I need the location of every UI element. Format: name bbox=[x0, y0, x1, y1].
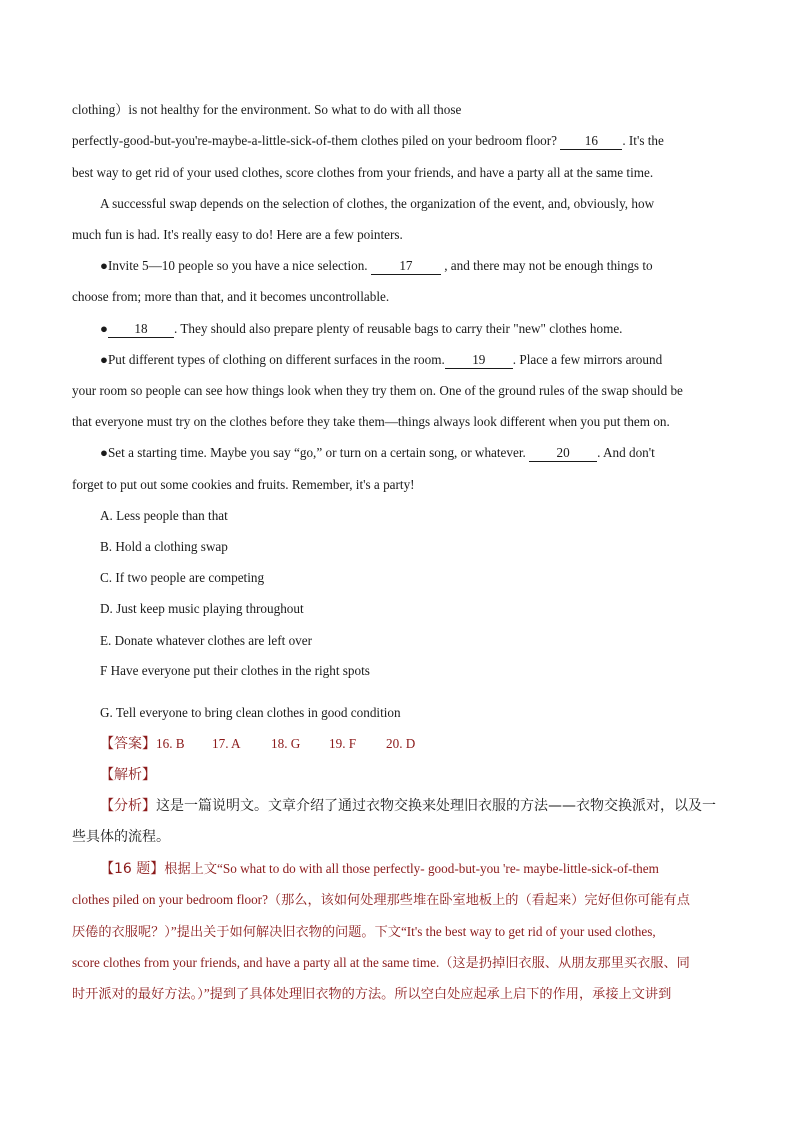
passage-text: ●Invite 5—10 people so you have a nice selection. bbox=[100, 258, 371, 273]
passage-line: best way to get rid of your used clothes, score clothes from your friends, and have a party all at the same time. bbox=[72, 165, 654, 180]
q16-explanation-line bbox=[100, 860, 659, 878]
passage-text: . It's the bbox=[622, 133, 664, 148]
answer-item: 17. A bbox=[212, 736, 241, 751]
passage-line bbox=[100, 320, 622, 338]
passage-line bbox=[72, 132, 664, 150]
option-f: F Have everyone put their clothes in the right spots bbox=[100, 663, 370, 678]
bullet: ● bbox=[100, 321, 108, 336]
passage-line bbox=[100, 351, 662, 369]
option-a: A. Less people than that bbox=[100, 508, 228, 523]
q16-explanation-line: 时开派对的最好方法。）”提到了具体处理旧衣物的方法。所以空白处应起承上启下的作用，承接上文讲到 bbox=[72, 986, 672, 1001]
q16-explanation-line: 厌倦的衣服呢？）”提出关于如何解决旧衣物的问题。下文“It's the best way to get rid of your used clothes, bbox=[72, 924, 656, 939]
answer-line bbox=[100, 735, 415, 753]
passage-line: choose from; more than that, and it becomes uncontrollable. bbox=[72, 289, 390, 304]
q16-label: 【16 题】 bbox=[100, 861, 165, 877]
option-g: G. Tell everyone to bring clean clothes in good condition bbox=[100, 705, 401, 720]
passage-line: clothing）is not healthy for the environment. So what to do with all those bbox=[72, 102, 462, 117]
analysis-summary-line: 些具体的流程。 bbox=[72, 829, 170, 845]
passage-line: A successful swap depends on the selection of clothes, the organization of the event, and, obviously, how bbox=[100, 196, 655, 211]
analysis-label: 【解析】 bbox=[100, 767, 156, 783]
analysis-summary-line bbox=[100, 797, 716, 815]
blank-17: 17 bbox=[371, 258, 441, 275]
option-b: B. Hold a clothing swap bbox=[100, 539, 228, 554]
passage-text: . Place a few mirrors around bbox=[512, 352, 663, 367]
passage-text: . They should also prepare plenty of reusable bags to carry their "new" clothes home. bbox=[173, 321, 623, 336]
q16-text: 根据上文“So what to do with all those perfectly- good-but-you 're- maybe-little-sick-of-them bbox=[164, 861, 659, 876]
passage-text: . And don't bbox=[597, 445, 655, 460]
answer-item: 19. F bbox=[329, 736, 357, 751]
passage-text: , and there may not be enough things to bbox=[440, 258, 653, 273]
blank-20: 20 bbox=[529, 445, 597, 462]
option-e: E. Donate whatever clothes are left over bbox=[100, 633, 312, 648]
blank-18: 18 bbox=[108, 321, 174, 338]
answer-item: 20. D bbox=[386, 736, 416, 751]
passage-line: much fun is had. It's really easy to do! Here are a few pointers. bbox=[72, 227, 403, 242]
passage-line: forget to put out some cookies and fruits. Remember, it's a party! bbox=[72, 477, 415, 492]
option-d: D. Just keep music playing throughout bbox=[100, 601, 304, 616]
passage-line bbox=[100, 444, 655, 462]
answer-label: 【答案】 bbox=[100, 736, 156, 752]
q16-explanation-line: clothes piled on your bedroom floor?（那么，该如何处理那些堆在卧室地板上的（看起来）完好但你可能有点 bbox=[72, 892, 690, 907]
fenxi-label: 【分析】 bbox=[100, 798, 156, 814]
passage-text: ●Set a starting time. Maybe you say “go,” or turn on a certain song, or whatever. bbox=[100, 445, 530, 460]
passage-line: that everyone must try on the clothes before they take them—things always look different when you put them on. bbox=[72, 414, 670, 429]
option-c: C. If two people are competing bbox=[100, 570, 265, 585]
q16-explanation-line: score clothes from your friends, and have a party all at the same time.（这是扔掉旧衣服、从朋友那里买衣服、同 bbox=[72, 955, 690, 970]
blank-19: 19 bbox=[445, 352, 513, 369]
answer-item: 16. B bbox=[156, 736, 185, 751]
passage-line bbox=[100, 257, 653, 275]
passage-line: your room so people can see how things look when they try them on. One of the ground rules of the swap should be bbox=[72, 383, 683, 398]
answer-item: 18. G bbox=[271, 736, 301, 751]
blank-16: 16 bbox=[560, 133, 622, 150]
passage-text: ●Put different types of clothing on different surfaces in the room. bbox=[100, 352, 445, 367]
passage-text: perfectly-good-but-you're-maybe-a-little-sick-of-them clothes piled on your bedroom floor? bbox=[72, 133, 561, 148]
fenxi-text: 这是一篇说明文。文章介绍了通过衣物交换来处理旧衣服的方法——衣物交换派对，以及一 bbox=[156, 798, 716, 814]
